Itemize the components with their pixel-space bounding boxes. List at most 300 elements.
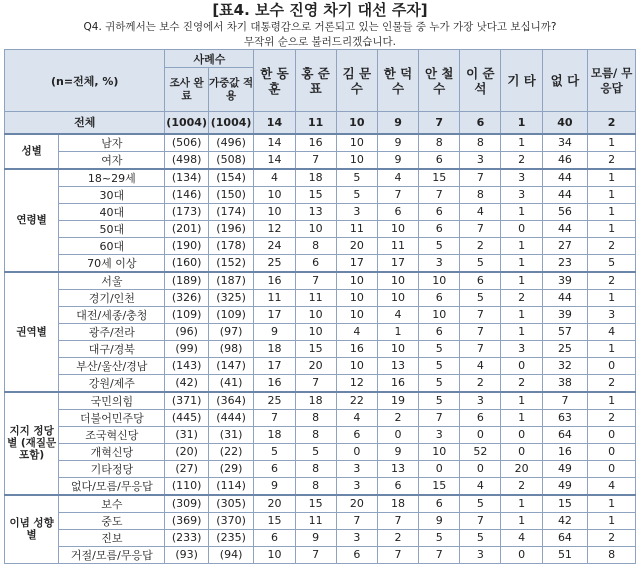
table-cell: 1 (501, 237, 542, 254)
table-cell: 10 (419, 306, 460, 323)
table-row (5, 409, 636, 426)
table-cell: 2 (588, 529, 636, 546)
table-cell: (235) (208, 529, 254, 546)
table-cell: 4 (501, 529, 542, 546)
table-cell: 17 (254, 357, 295, 374)
row-label: 70세 이상 (59, 254, 165, 272)
row-label: 광주/전라 (59, 323, 165, 340)
table-cell: 7 (542, 392, 588, 410)
table-cell: 5 (460, 495, 501, 513)
table-cell: (152) (208, 254, 254, 272)
table-cell: 8 (295, 237, 336, 254)
row-label: 부산/울산/경남 (59, 357, 165, 374)
table-cell: 10 (336, 151, 377, 169)
table-cell: 5 (419, 237, 460, 254)
table-cell: 15 (419, 477, 460, 495)
table-cell: 9 (254, 477, 295, 495)
row-label: 경기/인천 (59, 289, 165, 306)
group-label: 성별 (5, 134, 59, 169)
table-cell: 6 (419, 289, 460, 306)
table-cell: 7 (460, 220, 501, 237)
table-cell: (196) (208, 220, 254, 237)
row-label: 대전/세종/충청 (59, 306, 165, 323)
table-cell: 40 (542, 112, 588, 134)
table-cell: 10 (295, 220, 336, 237)
table-cell: (99) (165, 340, 208, 357)
table-cell: 10 (377, 340, 418, 357)
table-cell: 44 (542, 186, 588, 203)
table-cell: 10 (295, 306, 336, 323)
table-cell: 3 (419, 254, 460, 272)
table-cell: 18 (295, 169, 336, 187)
table-cell: 25 (254, 392, 295, 410)
table-cell: 6 (419, 323, 460, 340)
table-cell: 10 (336, 357, 377, 374)
table-cell: (364) (208, 392, 254, 410)
table-cell: (174) (208, 203, 254, 220)
table-cell: 0 (501, 426, 542, 443)
table-cell: (154) (208, 169, 254, 187)
table-cell: 15 (542, 495, 588, 513)
table-cell: 6 (460, 409, 501, 426)
table-cell: 10 (295, 323, 336, 340)
table-cell: (96) (165, 323, 208, 340)
table-cell: 3 (460, 546, 501, 563)
table-cell: (173) (165, 203, 208, 220)
table-cell: 3 (336, 203, 377, 220)
table-cell: (498) (165, 151, 208, 169)
table-cell: 7 (295, 272, 336, 290)
survey-question: Q4. 귀하께서는 보수 진영에서 차기 대통령감으로 거론되고 있는 인물들 중 누가 가장 낫다고 보십니까? (83, 21, 557, 33)
row-label: 강원/제주 (59, 374, 165, 392)
row-label: 서울 (59, 272, 165, 290)
table-cell: (326) (165, 289, 208, 306)
table-row (5, 169, 636, 187)
table-cell: (496) (208, 134, 254, 152)
table-row (5, 443, 636, 460)
table-cell: 8 (460, 186, 501, 203)
table-cell: (93) (165, 546, 208, 563)
table-cell: 3 (460, 151, 501, 169)
table-row (5, 237, 636, 254)
table-cell: (1004) (165, 112, 208, 134)
table-cell: 32 (542, 357, 588, 374)
table-cell: 1 (588, 203, 636, 220)
table-cell: 2 (588, 112, 636, 134)
table-cell: 11 (295, 112, 336, 134)
base-header: (n=전체, %) (5, 50, 165, 112)
table-cell: 38 (542, 374, 588, 392)
table-cell: (98) (208, 340, 254, 357)
table-cell: 11 (295, 512, 336, 529)
candidate-header: 홍 준 표 (295, 50, 336, 112)
table-cell: 16 (254, 374, 295, 392)
table-cell: 8 (419, 134, 460, 152)
table-row (5, 289, 636, 306)
table-cell: 10 (336, 306, 377, 323)
table-cell: 4 (588, 477, 636, 495)
table-cell: 7 (460, 323, 501, 340)
table-cell: 7 (254, 409, 295, 426)
table-cell: 57 (542, 323, 588, 340)
table-cell: 1 (588, 134, 636, 152)
table-cell: (29) (208, 460, 254, 477)
table-cell: 5 (419, 392, 460, 410)
table-cell: 1 (377, 323, 418, 340)
table-cell: 1 (588, 220, 636, 237)
table-cell: 7 (336, 512, 377, 529)
table-cell: 1 (501, 392, 542, 410)
row-label: 중도 (59, 512, 165, 529)
table-cell: 4 (377, 306, 418, 323)
table-cell: 3 (336, 460, 377, 477)
table-cell: 6 (419, 203, 460, 220)
table-cell: (97) (208, 323, 254, 340)
table-cell: 2 (501, 374, 542, 392)
table-cell: 22 (336, 392, 377, 410)
table-row (5, 323, 636, 340)
table-cell: 51 (542, 546, 588, 563)
table-cell: (233) (165, 529, 208, 546)
table-cell: 39 (542, 272, 588, 290)
table-cell: 7 (295, 151, 336, 169)
table-cell: 15 (295, 495, 336, 513)
table-cell: 9 (295, 529, 336, 546)
table-cell: 1 (588, 169, 636, 187)
table-cell: 6 (377, 477, 418, 495)
table-cell: 3 (336, 477, 377, 495)
survey-note: 무작위 순으로 불러드리겠습니다. (243, 36, 396, 48)
candidate-header: 없 다 (542, 50, 588, 112)
table-cell: 20 (295, 357, 336, 374)
table-cell: 7 (377, 512, 418, 529)
table-cell: 18 (254, 426, 295, 443)
table-cell: 44 (542, 220, 588, 237)
table-cell: 25 (542, 340, 588, 357)
table-cell: 10 (254, 546, 295, 563)
table-cell: 6 (254, 460, 295, 477)
table-row (5, 529, 636, 546)
row-label: 없다/모름/무응답 (59, 477, 165, 495)
table-cell: 5 (460, 529, 501, 546)
table-cell: 1 (588, 186, 636, 203)
table-cell: 11 (336, 220, 377, 237)
table-cell: 7 (295, 374, 336, 392)
table-cell: 10 (336, 289, 377, 306)
table-cell: 1 (501, 112, 542, 134)
row-label: 40대 (59, 203, 165, 220)
table-cell: (508) (208, 151, 254, 169)
table-cell: 10 (377, 289, 418, 306)
table-cell: 2 (501, 477, 542, 495)
table-cell: 64 (542, 529, 588, 546)
table-cell: (143) (165, 357, 208, 374)
table-cell: 49 (542, 460, 588, 477)
table-cell: 0 (336, 443, 377, 460)
table-cell: 52 (460, 443, 501, 460)
table-cell: 24 (254, 237, 295, 254)
table-cell: 0 (588, 357, 636, 374)
table-cell: (190) (165, 237, 208, 254)
table-cell: 8 (295, 460, 336, 477)
table-body (5, 112, 636, 564)
table-cell: 12 (254, 220, 295, 237)
table-cell: 0 (501, 220, 542, 237)
table-cell: 1 (501, 306, 542, 323)
table-cell: (31) (208, 426, 254, 443)
table-cell: 10 (377, 220, 418, 237)
table-cell: 15 (419, 169, 460, 187)
table-cell: 9 (377, 112, 418, 134)
table-cell: (27) (165, 460, 208, 477)
table-row-total (5, 112, 636, 134)
table-cell: (187) (208, 272, 254, 290)
table-cell: 11 (295, 289, 336, 306)
group-label: 권역별 (5, 272, 59, 392)
table-cell: 6 (419, 495, 460, 513)
table-cell: 10 (377, 272, 418, 290)
table-cell: 17 (254, 306, 295, 323)
table-row (5, 272, 636, 290)
candidate-header: 기 타 (501, 50, 542, 112)
table-row (5, 203, 636, 220)
table-cell: 23 (542, 254, 588, 272)
row-label: 국민의힘 (59, 392, 165, 410)
group-label: 이념 성향별 (5, 495, 59, 564)
table-cell: 0 (588, 443, 636, 460)
table-cell: 12 (336, 374, 377, 392)
table-cell: (444) (208, 409, 254, 426)
table-cell: 1 (501, 203, 542, 220)
table-cell: 0 (501, 546, 542, 563)
table-cell: 17 (336, 254, 377, 272)
table-cell: 14 (254, 134, 295, 152)
table-cell: 20 (336, 495, 377, 513)
table-cell: 10 (336, 134, 377, 152)
table-cell: 6 (336, 546, 377, 563)
row-label: 대구/경북 (59, 340, 165, 357)
table-cell: 8 (295, 426, 336, 443)
table-cell: 6 (295, 254, 336, 272)
table-cell: 2 (377, 529, 418, 546)
table-row (5, 426, 636, 443)
table-row (5, 134, 636, 152)
table-cell: (1004) (208, 112, 254, 134)
row-label: 조국혁신당 (59, 426, 165, 443)
table-cell: 34 (542, 134, 588, 152)
table-row (5, 477, 636, 495)
table-cell: (109) (208, 306, 254, 323)
table-cell: (41) (208, 374, 254, 392)
table-cell: 2 (588, 374, 636, 392)
table-cell: 2 (588, 409, 636, 426)
table-cell: 2 (460, 237, 501, 254)
table-cell: 4 (377, 169, 418, 187)
table-cell: 20 (501, 460, 542, 477)
table-cell: 4 (460, 477, 501, 495)
table-cell: (150) (208, 186, 254, 203)
table-cell: 5 (460, 289, 501, 306)
table-row (5, 512, 636, 529)
table-cell: 10 (419, 272, 460, 290)
table-cell: 8 (295, 409, 336, 426)
table-row (5, 186, 636, 203)
table-cell: 46 (542, 151, 588, 169)
row-label: 남자 (59, 134, 165, 152)
table-cell: 1 (501, 134, 542, 152)
table-row (5, 495, 636, 513)
table-cell: 3 (588, 306, 636, 323)
table-cell: 4 (254, 169, 295, 187)
table-cell: 11 (254, 289, 295, 306)
table-row (5, 306, 636, 323)
table-cell: 9 (419, 512, 460, 529)
row-label: 기타정당 (59, 460, 165, 477)
table-cell: (134) (165, 169, 208, 187)
table-cell: 15 (254, 512, 295, 529)
candidate-header: 이 준 석 (460, 50, 501, 112)
candidate-header: 김 문 수 (336, 50, 377, 112)
table-cell: 4 (460, 357, 501, 374)
table-cell: 7 (460, 512, 501, 529)
table-cell: (160) (165, 254, 208, 272)
table-cell: 6 (460, 272, 501, 290)
table-cell: 4 (460, 203, 501, 220)
row-label: 더불어민주당 (59, 409, 165, 426)
table-cell: 5 (336, 169, 377, 187)
table-row (5, 357, 636, 374)
table-row (5, 374, 636, 392)
table-cell: 19 (377, 392, 418, 410)
table-cell: 4 (336, 323, 377, 340)
table-cell: (305) (208, 495, 254, 513)
table-cell: 63 (542, 409, 588, 426)
table-cell: 2 (501, 151, 542, 169)
table-cell: 16 (295, 134, 336, 152)
table-cell: 11 (377, 237, 418, 254)
table-cell: 0 (377, 426, 418, 443)
table-cell: 2 (588, 272, 636, 290)
table-cell: 42 (542, 512, 588, 529)
row-label: 30대 (59, 186, 165, 203)
table-cell: 0 (501, 357, 542, 374)
table-cell: 0 (501, 443, 542, 460)
table-cell: (369) (165, 512, 208, 529)
table-cell: 64 (542, 426, 588, 443)
table-cell: 1 (501, 512, 542, 529)
table-cell: 5 (254, 443, 295, 460)
table-cell: (445) (165, 409, 208, 426)
table-cell: 1 (588, 392, 636, 410)
table-cell: (506) (165, 134, 208, 152)
table-cell: (42) (165, 374, 208, 392)
table-cell: 6 (419, 151, 460, 169)
table-row (5, 546, 636, 563)
table-row (5, 151, 636, 169)
table-cell: 14 (254, 151, 295, 169)
row-label: 보수 (59, 495, 165, 513)
table-cell: (147) (208, 357, 254, 374)
table-cell: 49 (542, 477, 588, 495)
table-cell: 44 (542, 289, 588, 306)
table-cell: (31) (165, 426, 208, 443)
table-cell: (109) (165, 306, 208, 323)
table-cell: 1 (588, 495, 636, 513)
weighted-header: 가중값 적용 (208, 68, 254, 112)
table-cell: 5 (336, 186, 377, 203)
table-cell: 8 (295, 477, 336, 495)
table-cell: (94) (208, 546, 254, 563)
table-cell: 6 (336, 426, 377, 443)
table-cell: (110) (165, 477, 208, 495)
row-label: 18~29세 (59, 169, 165, 187)
table-cell: (370) (208, 512, 254, 529)
row-label: 거절/모름/무응답 (59, 546, 165, 563)
table-cell: (371) (165, 392, 208, 410)
table-cell: 7 (419, 546, 460, 563)
table-cell: 1 (588, 512, 636, 529)
table-cell: (178) (208, 237, 254, 254)
group-label: 지지 정당별 (재질문 포함) (5, 392, 59, 495)
table-row (5, 220, 636, 237)
table-cell: 3 (501, 340, 542, 357)
table-cell: 8 (460, 134, 501, 152)
table-cell: 10 (336, 112, 377, 134)
candidate-header: 안 철 수 (419, 50, 460, 112)
table-cell: 10 (419, 443, 460, 460)
table-cell: 7 (419, 186, 460, 203)
table-cell: 0 (460, 426, 501, 443)
table-cell: 18 (254, 340, 295, 357)
table-cell: 0 (460, 460, 501, 477)
table-cell: 3 (460, 392, 501, 410)
table-cell: 17 (377, 254, 418, 272)
table-cell: 7 (460, 169, 501, 187)
table-cell: 1 (501, 495, 542, 513)
table-cell: 25 (254, 254, 295, 272)
table-cell: 10 (254, 186, 295, 203)
candidate-header: 한 동 훈 (254, 50, 295, 112)
table-cell: 9 (377, 151, 418, 169)
table-cell: 4 (588, 323, 636, 340)
table-cell: 16 (542, 443, 588, 460)
table-cell: 10 (254, 203, 295, 220)
table-cell: 10 (336, 272, 377, 290)
table-row (5, 460, 636, 477)
table-cell: (22) (208, 443, 254, 460)
survey-complete-header: 조사 완료 (165, 68, 208, 112)
table-cell: 13 (377, 357, 418, 374)
table-cell: 8 (588, 546, 636, 563)
table-row (5, 392, 636, 410)
table-cell: 16 (336, 340, 377, 357)
table-cell: 1 (501, 272, 542, 290)
row-label: 50대 (59, 220, 165, 237)
table-cell: 6 (377, 203, 418, 220)
table-cell: 0 (588, 426, 636, 443)
table-cell: (146) (165, 186, 208, 203)
table-cell: 7 (419, 112, 460, 134)
table-cell: (20) (165, 443, 208, 460)
table-cell: 9 (254, 323, 295, 340)
table-cell: 44 (542, 169, 588, 187)
table-cell: (201) (165, 220, 208, 237)
table-cell: 1 (501, 323, 542, 340)
table-cell: 3 (419, 426, 460, 443)
table-cell: 1 (588, 289, 636, 306)
table-cell: 5 (588, 254, 636, 272)
table-cell: 56 (542, 203, 588, 220)
